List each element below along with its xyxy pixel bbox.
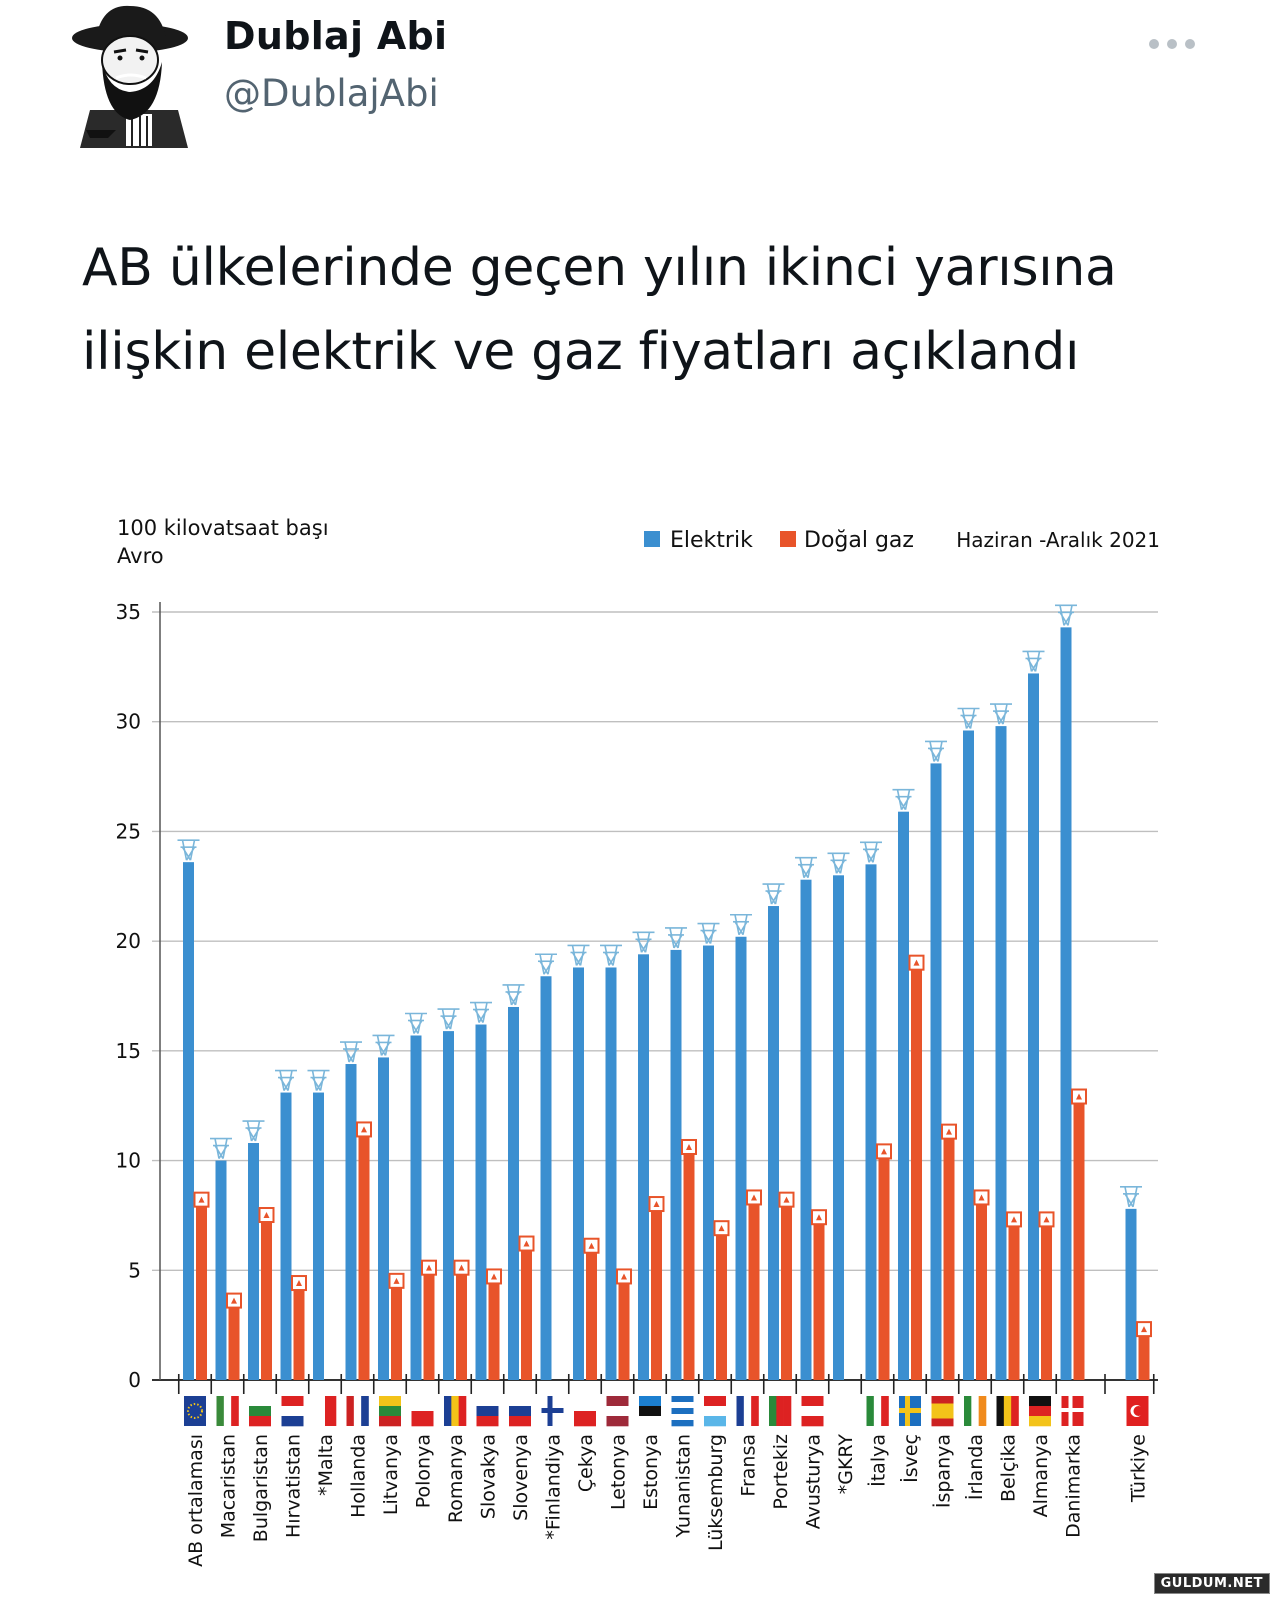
pylon-icon <box>438 1009 460 1029</box>
country-flag-icon <box>509 1396 531 1426</box>
pylon-icon <box>535 954 557 974</box>
country-flag-icon <box>769 1396 791 1426</box>
country-flag-icon <box>477 1396 499 1426</box>
pylon-icon <box>568 945 590 965</box>
flags-layer <box>184 1396 1149 1426</box>
gas-meter-icon <box>682 1140 696 1154</box>
category-label: AB ortalaması <box>185 1434 207 1567</box>
bar-gas <box>1139 1336 1150 1380</box>
pylon-icon <box>243 1121 265 1141</box>
category-label: *Malta <box>315 1434 337 1496</box>
country-flag-icon <box>542 1396 564 1426</box>
pylon-icon <box>373 1035 395 1055</box>
bar-electric <box>671 950 682 1380</box>
category-label: İspanya <box>932 1434 955 1509</box>
user-handle[interactable]: @DublajAbi <box>224 72 439 115</box>
y-tick-label: 20 <box>115 929 141 954</box>
category-label: Türkiye <box>1127 1434 1150 1503</box>
bar-gas <box>261 1222 272 1380</box>
country-flag-icon <box>1029 1396 1051 1426</box>
gas-meter-icon <box>357 1122 371 1136</box>
pylon-icon <box>275 1071 297 1091</box>
pylon-icon <box>308 1071 330 1091</box>
gas-meter-icon <box>1007 1212 1021 1226</box>
bar-electric <box>281 1093 292 1380</box>
bar-electric <box>1126 1209 1137 1380</box>
category-label: Yunanistan <box>672 1434 695 1538</box>
bar-gas <box>814 1224 825 1380</box>
pylon-icon <box>763 884 785 904</box>
bar-electric <box>378 1057 389 1380</box>
bar-gas <box>586 1253 597 1380</box>
country-flag-icon <box>412 1396 434 1426</box>
pylon-icon <box>958 708 980 728</box>
more-options-icon[interactable] <box>1148 34 1196 54</box>
gas-meter-icon <box>812 1210 826 1224</box>
category-label: Estonya <box>640 1434 662 1510</box>
gas-meter-icon <box>422 1261 436 1275</box>
country-flag-icon <box>672 1396 694 1426</box>
gas-meter-icon <box>487 1269 501 1283</box>
gas-meter-icon <box>975 1190 989 1204</box>
country-flag-icon <box>834 1396 856 1426</box>
category-label: İtalya <box>867 1434 890 1487</box>
pylon-icon <box>925 741 947 761</box>
category-label: İsveç <box>900 1434 922 1483</box>
bar-gas <box>1041 1226 1052 1380</box>
y-tick-label: 35 <box>115 600 141 624</box>
country-flag-icon <box>1062 1396 1084 1426</box>
price-bar-chart <box>0 500 1280 1600</box>
category-label: Fransa <box>737 1434 760 1497</box>
bar-gas <box>489 1283 500 1380</box>
pylon-icon <box>600 945 622 965</box>
pylon-icon <box>470 1003 492 1023</box>
bar-electric <box>703 946 714 1380</box>
pylon-icon <box>210 1139 232 1159</box>
country-flag-icon <box>997 1396 1019 1426</box>
country-flag-icon <box>737 1396 759 1426</box>
bar-gas <box>359 1136 370 1380</box>
y-axis-label-line2: Avro <box>117 544 164 568</box>
bar-gas <box>424 1275 435 1380</box>
country-flag-icon <box>932 1396 954 1426</box>
category-labels-layer <box>185 1434 1150 1567</box>
y-tick-label: 0 <box>128 1368 141 1392</box>
country-flag-icon <box>314 1396 336 1426</box>
category-label: Slovakya <box>477 1434 500 1520</box>
y-tick-label: 25 <box>115 819 141 844</box>
bar-electric <box>313 1093 324 1380</box>
bar-electric <box>898 812 909 1380</box>
country-flag-icon <box>574 1396 596 1426</box>
bar-electric <box>573 967 584 1380</box>
bar-gas <box>976 1204 987 1380</box>
country-flag-icon <box>1127 1396 1149 1426</box>
bar-gas <box>781 1207 792 1380</box>
country-flag-icon <box>607 1396 629 1426</box>
bar-gas <box>944 1139 955 1380</box>
category-label: *Finlandiya <box>542 1434 565 1540</box>
country-flag-icon <box>184 1396 206 1426</box>
bar-electric <box>183 862 194 1380</box>
pylon-icon <box>1120 1187 1142 1207</box>
bar-gas <box>716 1235 727 1380</box>
gas-meter-icon <box>520 1237 534 1251</box>
bar-gas <box>456 1275 467 1380</box>
country-flag-icon <box>964 1396 986 1426</box>
pylon-icon <box>893 790 915 810</box>
bar-gas <box>391 1288 402 1380</box>
bar-gas <box>1009 1226 1020 1380</box>
gas-meter-icon <box>780 1193 794 1207</box>
country-flag-icon <box>639 1396 661 1426</box>
category-label: Hırvatistan <box>282 1434 305 1539</box>
bar-gas <box>879 1158 890 1380</box>
bar-electric <box>443 1031 454 1380</box>
category-label: Portekiz <box>770 1434 792 1510</box>
y-tick-label: 30 <box>115 709 141 734</box>
category-label: Macaristan <box>217 1434 240 1539</box>
bar-gas <box>196 1207 207 1380</box>
legend-swatch-electric <box>644 531 660 547</box>
bar-gas <box>1074 1104 1085 1380</box>
gas-meter-icon <box>292 1276 306 1290</box>
gas-meter-icon <box>390 1274 404 1288</box>
country-flag-icon <box>704 1396 726 1426</box>
category-label: Almanya <box>1030 1434 1052 1518</box>
gas-meter-icon <box>585 1239 599 1253</box>
country-flag-icon <box>802 1396 824 1426</box>
bar-electric <box>1061 627 1072 1380</box>
country-flag-icon <box>217 1396 239 1426</box>
pylon-icon <box>828 853 850 873</box>
gas-meter-icon <box>877 1144 891 1158</box>
legend-label-electric: Elektrik <box>670 528 753 553</box>
category-label: Hollanda <box>347 1434 370 1518</box>
pylon-icon <box>503 985 525 1005</box>
bar-electric <box>248 1143 259 1380</box>
country-flag-icon <box>379 1396 401 1426</box>
bar-gas <box>684 1154 695 1380</box>
bar-gas <box>651 1211 662 1380</box>
country-flag-icon <box>347 1396 369 1426</box>
pylon-icon <box>340 1042 362 1062</box>
category-label: Avusturya <box>802 1434 825 1530</box>
bar-electric <box>606 967 617 1380</box>
y-tick-label: 15 <box>115 1038 141 1063</box>
bar-electric <box>541 976 552 1380</box>
bar-electric <box>931 763 942 1380</box>
bar-gas <box>619 1283 630 1380</box>
category-label: Bulgaristan <box>250 1434 272 1543</box>
pylon-icon <box>633 932 655 952</box>
y-tick-label: 5 <box>128 1258 141 1283</box>
country-flag-icon <box>249 1396 271 1426</box>
pylon-icon <box>405 1013 427 1033</box>
category-label: İrlanda <box>965 1434 987 1501</box>
profile-avatar[interactable] <box>68 2 198 150</box>
bar-gas <box>749 1204 760 1380</box>
bar-electric <box>411 1035 422 1380</box>
gas-meter-icon <box>1137 1322 1151 1336</box>
country-flag-icon <box>282 1396 304 1426</box>
bar-electric <box>508 1007 519 1380</box>
bar-electric <box>736 937 747 1380</box>
category-label: Lüksemburg <box>705 1434 727 1552</box>
pylon-icon <box>665 928 687 948</box>
gas-meter-icon <box>1072 1090 1086 1104</box>
y-axis-label-line1: 100 kilovatsaat başı <box>117 516 329 540</box>
category-label: Polonya <box>412 1434 435 1509</box>
bar-electric <box>996 726 1007 1380</box>
gas-meter-icon <box>1040 1212 1054 1226</box>
category-label: Çekya <box>575 1434 597 1493</box>
pylon-icon <box>178 840 200 860</box>
pylon-icon <box>1055 605 1077 625</box>
country-flag-icon <box>444 1396 466 1426</box>
country-flag-icon <box>867 1396 889 1426</box>
pylon-icon <box>1023 651 1045 671</box>
bar-gas <box>294 1290 305 1380</box>
category-label: Danimarka <box>1062 1434 1085 1538</box>
gas-meter-icon <box>195 1193 209 1207</box>
country-flag-icon <box>899 1396 921 1426</box>
category-label: Romanya <box>445 1434 467 1524</box>
gas-meter-icon <box>910 956 924 970</box>
bar-electric <box>768 906 779 1380</box>
gas-meter-icon <box>260 1208 274 1222</box>
gas-meter-icon <box>715 1221 729 1235</box>
bar-electric <box>638 954 649 1380</box>
bar-gas <box>911 970 922 1380</box>
legend-swatch-gas <box>780 531 796 547</box>
bar-electric <box>216 1161 227 1380</box>
pylon-icon <box>860 842 882 862</box>
gas-meter-icon <box>747 1190 761 1204</box>
gas-meter-icon <box>942 1125 956 1139</box>
tweet-text: AB ülkelerinde geçen yılın ikinci yarısına ilişkin elektrik ve gaz fiyatları açıklandı <box>82 238 1117 382</box>
category-label: Slovenya <box>510 1434 532 1521</box>
bar-gas <box>229 1308 240 1380</box>
watermark: GULDUM.NET <box>1154 1573 1270 1594</box>
bar-electric <box>346 1064 357 1380</box>
bar-electric <box>833 875 844 1380</box>
gas-meter-icon <box>617 1269 631 1283</box>
gas-meter-icon <box>227 1294 241 1308</box>
bar-electric <box>801 880 812 1380</box>
category-label: *GKRY <box>835 1434 857 1495</box>
category-label: Belçika <box>997 1434 1020 1503</box>
display-name[interactable]: Dublaj Abi <box>224 14 448 58</box>
gas-meter-icon <box>455 1261 469 1275</box>
pylon-icon <box>795 858 817 878</box>
period-label: Haziran -Aralık 2021 <box>956 528 1160 552</box>
bar-electric <box>866 864 877 1380</box>
y-tick-label: 10 <box>115 1148 141 1173</box>
pylon-icon <box>730 915 752 935</box>
bar-electric <box>963 730 974 1380</box>
bar-electric <box>1028 673 1039 1380</box>
gas-meter-icon <box>650 1197 664 1211</box>
category-label: Letonya <box>607 1434 630 1510</box>
legend-label-gas: Doğal gaz <box>804 528 914 553</box>
bar-electric <box>476 1025 487 1380</box>
category-label: Litvanya <box>380 1434 402 1516</box>
bar-gas <box>521 1251 532 1380</box>
